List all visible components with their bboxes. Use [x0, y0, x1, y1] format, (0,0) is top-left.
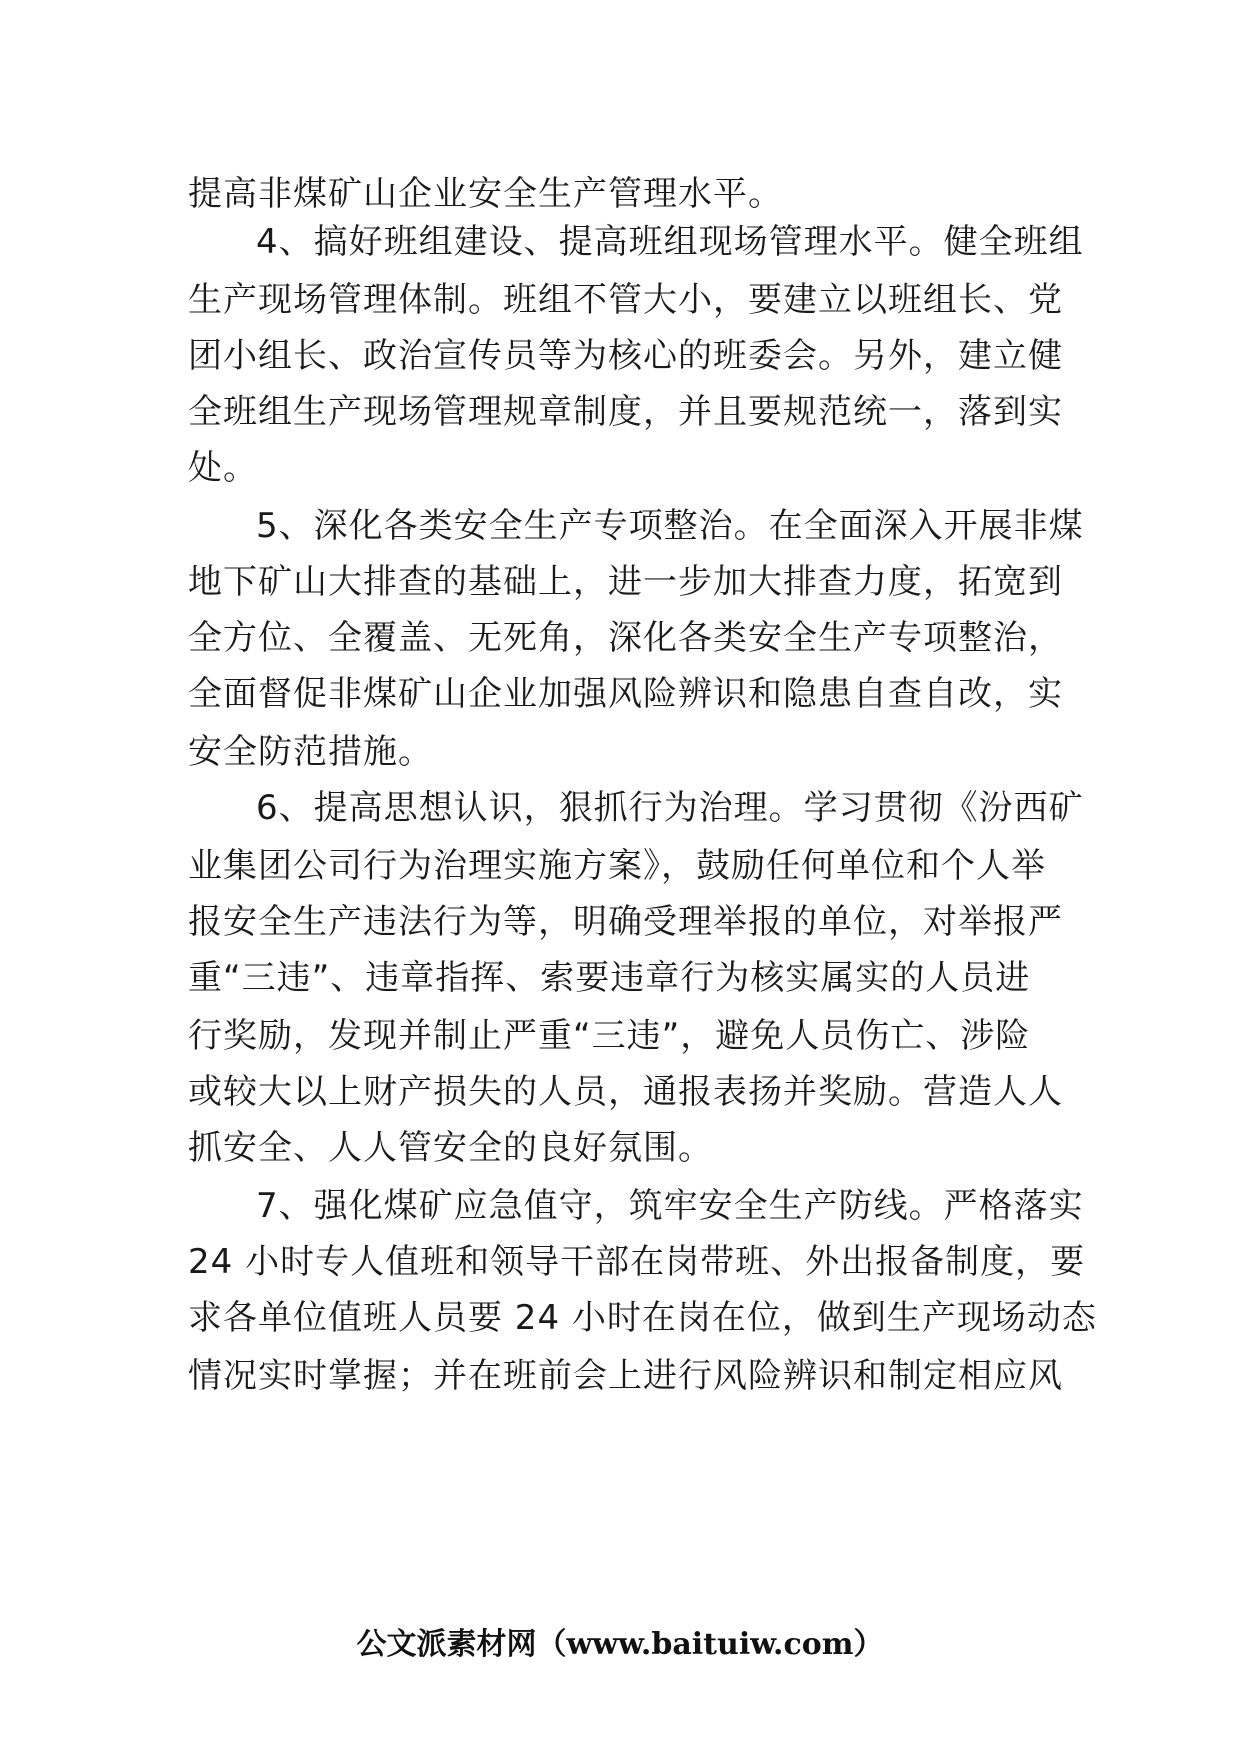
text-line-18: 抓安全、人人管安全的良好氛围。: [188, 1128, 713, 1168]
text-line-20: 24 小时专人值班和领导干部在岗带班、外出报备制度，要: [188, 1242, 1086, 1282]
text-line-19: 7、强化煤矿应急值守，筑牢安全生产防线。严格落实: [256, 1186, 1084, 1226]
text-line-8: 地下矿山大排查的基础上，进一步加大排查力度，拓宽到: [188, 562, 1063, 602]
text-line-1: 提高非煤矿山企业安全生产管理水平。: [188, 174, 783, 214]
text-line-3: 生产现场管理体制。班组不管大小，要建立以班组长、党: [188, 280, 1063, 320]
text-line-6: 处。: [188, 448, 258, 488]
text-line-16: 行奖励，发现并制止严重“三违”，避免人员伤亡、涉险: [188, 1016, 1031, 1056]
text-line-5: 全班组生产现场管理规章制度，并且要规范统一，落到实: [188, 392, 1063, 432]
text-line-14: 报安全生产违法行为等，明确受理举报的单位，对举报严: [188, 902, 1063, 942]
text-line-15: 重“三违”、违章指挥、索要违章行为核实属实的人员进: [188, 958, 1031, 998]
footer-watermark: 公文派素材网（www.baituiw.com）: [356, 1627, 884, 1662]
text-line-9: 全方位、全覆盖、无死角，深化各类安全生产专项整治，: [188, 618, 1063, 658]
text-line-11: 安全防范措施。: [188, 732, 433, 772]
text-line-7: 5、深化各类安全生产专项整治。在全面深入开展非煤: [256, 506, 1084, 546]
text-line-22: 情况实时掌握；并在班前会上进行风险辨识和制定相应风: [188, 1356, 1063, 1396]
text-line-2: 4、搞好班组建设、提高班组现场管理水平。健全班组: [256, 222, 1084, 262]
text-line-21: 求各单位值班人员要 24 小时在岗在位，做到生产现场动态: [188, 1298, 1097, 1338]
text-line-10: 全面督促非煤矿山企业加强风险辨识和隐患自查自改，实: [188, 674, 1063, 714]
text-line-4: 团小组长、政治宣传员等为核心的班委会。另外，建立健: [188, 336, 1063, 376]
text-line-13: 业集团公司行为治理实施方案》，鼓励任何单位和个人举: [188, 846, 1046, 886]
text-line-12: 6、提高思想认识，狠抓行为治理。学习贯彻《汾西矿: [256, 788, 1084, 828]
text-line-17: 或较大以上财产损失的人员，通报表扬并奖励。营造人人: [188, 1072, 1063, 1112]
